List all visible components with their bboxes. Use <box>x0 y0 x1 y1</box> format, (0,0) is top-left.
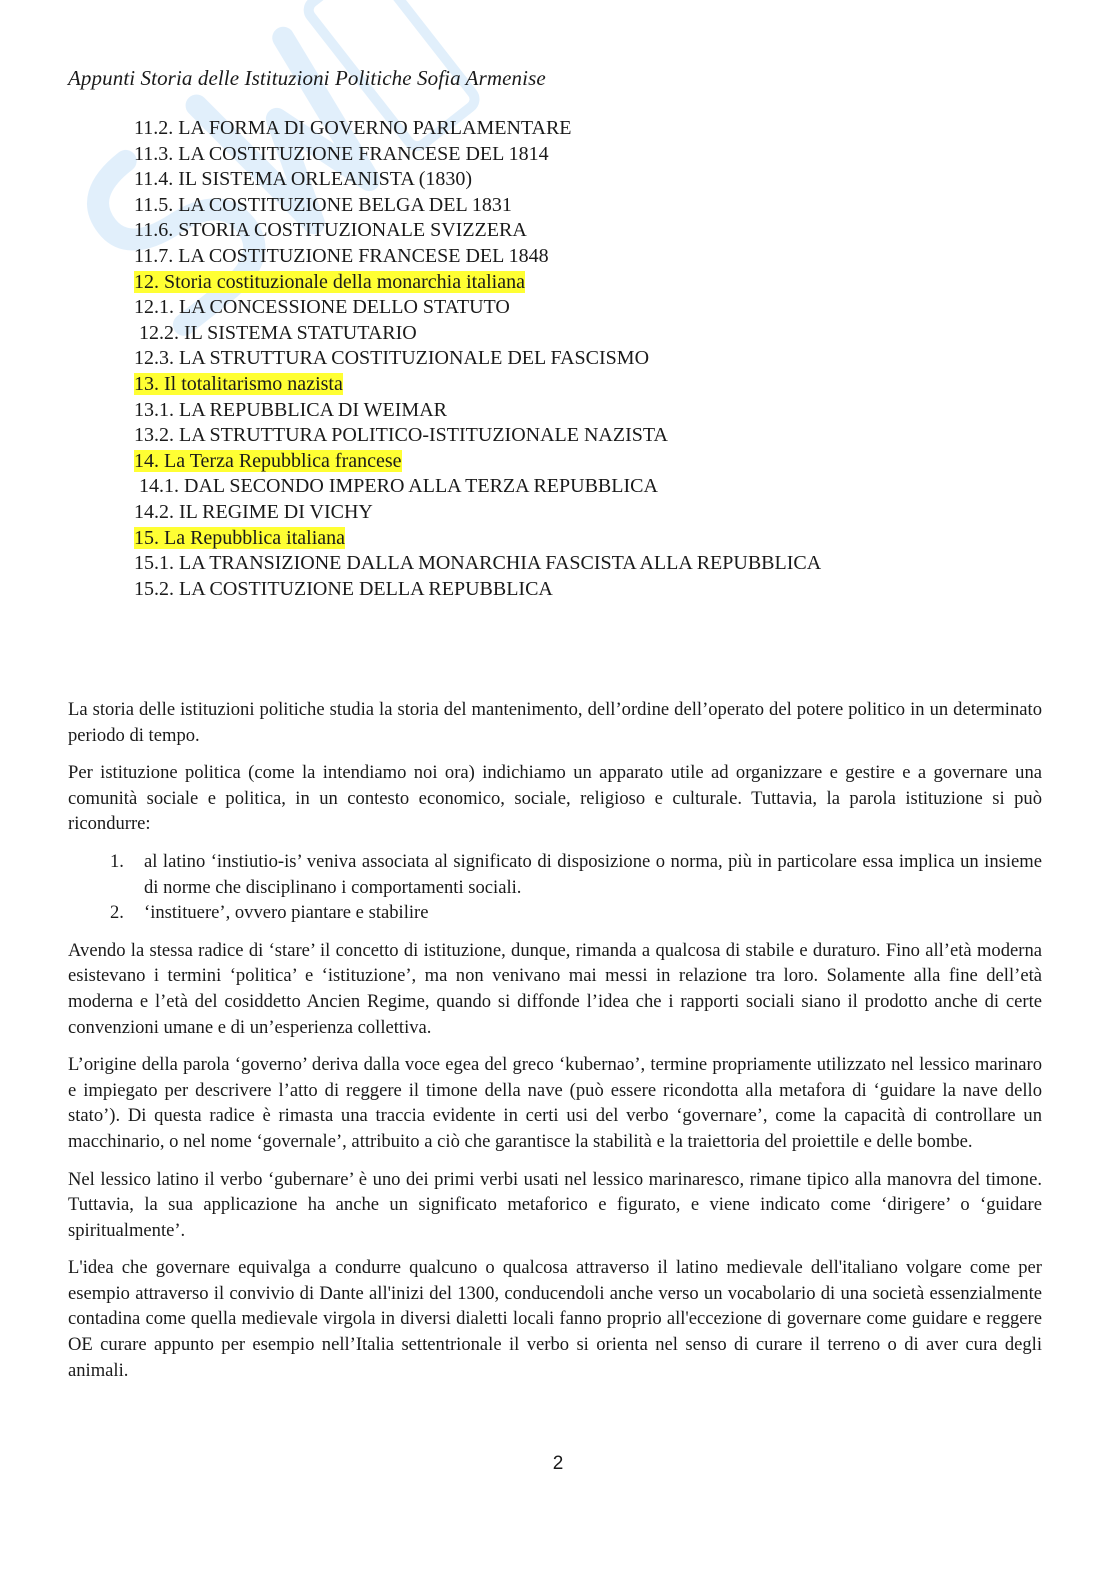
paragraph-5: Nel lessico latino il verbo ‘gubernare’ è uno dei primi verbi usati nel lessico marinaresco, rimane tipico alla manovra del timone. Tuttavia, la sua applicazione ha anche un significato metaforico e figurato, e viene indicato come ‘dirigere’ o ‘guidare spiritualmente’. <box>68 1168 1042 1241</box>
toc-section-title: 12.2. IL SISTEMA STATUTARIO <box>139 321 417 344</box>
toc-item <box>134 500 821 526</box>
list-text: al latino ‘instiutio-is’ veniva associata al significato di disposizione o norma, più in particolare essa implica un insieme di norme che disciplinano i comportamenti sociali. <box>144 850 1042 898</box>
toc-section-title: 11.3. LA COSTITUZIONE FRANCESE DEL 1814 <box>134 142 549 165</box>
toc-section-title: 15.1. LA TRANSIZIONE DALLA MONARCHIA FASCISTA ALLA REPUBBLICA <box>134 552 822 575</box>
toc-item <box>134 142 821 168</box>
page-header-title: Appunti Storia delle Istituzioni Politiche Sofia Armenise <box>68 66 546 90</box>
toc-section-title: 11.7. LA COSTITUZIONE FRANCESE DEL 1848 <box>134 244 549 267</box>
table-of-contents <box>134 116 821 602</box>
toc-chapter-title: 15. La Repubblica italiana <box>134 526 346 549</box>
toc-item <box>134 218 821 244</box>
paragraph-2: Per istituzione politica (come la intendiamo noi ora) indichiamo un apparato utile ad organizzare e gestire e a governare una comunità sociale e politica, in un contesto economico, sociale, religioso e culturale. Tuttavia, la parola istituzione si può ricondurre: <box>68 762 1042 835</box>
paragraph-1: La storia delle istituzioni politiche studia la storia del mantenimento, dell’ordine dell’operato del potere politico in un determinato periodo di tempo. <box>68 699 1042 746</box>
toc-chapter-title: 14. La Terza Repubblica francese <box>134 449 402 472</box>
toc-section-title: 14.1. DAL SECONDO IMPERO ALLA TERZA REPUBBLICA <box>139 475 658 498</box>
toc-item <box>134 449 821 475</box>
toc-item <box>134 167 821 193</box>
toc-item <box>134 577 821 603</box>
toc-section-title: 14.2. IL REGIME DI VICHY <box>134 500 373 523</box>
toc-item <box>134 551 821 577</box>
toc-item <box>134 270 821 296</box>
toc-item <box>134 474 821 500</box>
toc-chapter-title: 13. Il totalitarismo nazista <box>134 372 343 395</box>
page-number: 2 <box>552 1453 564 1474</box>
toc-item <box>134 346 821 372</box>
toc-item <box>134 321 821 347</box>
toc-item <box>134 372 821 398</box>
body-text <box>68 697 1042 1395</box>
toc-section-title: 11.5. LA COSTITUZIONE BELGA DEL 1831 <box>134 193 512 216</box>
paragraph-6: L'idea che governare equivalga a condurre qualcuno o qualcosa attraverso il latino medievale dell'italiano volgare come per esempio attraverso il convivio di Dante all'inizi del 1300, conducendoli anche verso un vocabolario di una società essenzialmente contadina come quella medievale virgola in diversi dialetti locali fanno proprio all'eccezione di governare come guidare e reggere OE curare appunto per esempio nell’Italia settentrionale il verbo si orienta nel senso di curare il terreno o di aver cura degli animali. <box>68 1257 1042 1381</box>
toc-section-title: 11.4. IL SISTEMA ORLEANISTA (1830) <box>134 168 473 191</box>
toc-item <box>134 295 821 321</box>
list-item <box>68 900 1042 926</box>
toc-section-title: 12.1. LA CONCESSIONE DELLO STATUTO <box>134 296 510 319</box>
toc-item <box>134 423 821 449</box>
toc-section-title: 13.2. LA STRUTTURA POLITICO-ISTITUZIONALE NAZISTA <box>134 424 668 447</box>
toc-section-title: 15.2. LA COSTITUZIONE DELLA REPUBBLICA <box>134 577 553 600</box>
list-item <box>68 849 1042 900</box>
list-number: 2. <box>110 902 124 924</box>
toc-item <box>134 244 821 270</box>
origin-list <box>68 849 1042 926</box>
toc-section-title: 11.2. LA FORMA DI GOVERNO PARLAMENTARE <box>134 117 572 139</box>
toc-item <box>134 398 821 424</box>
toc-section-title: 12.3. LA STRUTTURA COSTITUZIONALE DEL FASCISMO <box>134 347 650 370</box>
list-number: 1. <box>110 850 124 872</box>
paragraph-4: L’origine della parola ‘governo’ deriva dalla voce egea del greco ‘kubernao’, termine propriamente utilizzato nel lessico marinaro e impiegato per descrivere l’atto di reggere il timone della nave (può essere ricondotta alla metafora di ‘guidare la nave dello stato’). Di questa radice è rimasta una traccia evidente in certi usi del verbo ‘governare’, come la capacità di controllare un macchinario, o nel nome ‘governale’, attribuito a ciò che garantisce la stabilità e la traiettoria del proiettile e delle bombe. <box>68 1054 1042 1152</box>
toc-section-title: 13.1. LA REPUBBLICA DI WEIMAR <box>134 398 447 421</box>
toc-section-title: 11.6. STORIA COSTITUZIONALE SVIZZERA <box>134 219 527 242</box>
toc-item <box>134 193 821 219</box>
toc-item <box>134 116 821 142</box>
toc-item <box>134 526 821 552</box>
list-text: ‘instituere’, ovvero piantare e stabilire <box>144 902 429 924</box>
paragraph-3: Avendo la stessa radice di ‘stare’ il concetto di istituzione, dunque, rimanda a qualcosa di stabile e duraturo. Fino all’età moderna esistevano i termini ‘politica’ e ‘istituzione’, ma non venivano mai messi in relazione tra loro. Solamente alla fine dell’età moderna e l’età del cosiddetto Ancien Regime, quando si diffonde l’idea che i rapporti sociali siano il prodotto anche di certe convenzioni umane e di un’esperienza collettiva. <box>68 939 1042 1038</box>
toc-chapter-title: 12. Storia costituzionale della monarchia italiana <box>134 270 525 293</box>
